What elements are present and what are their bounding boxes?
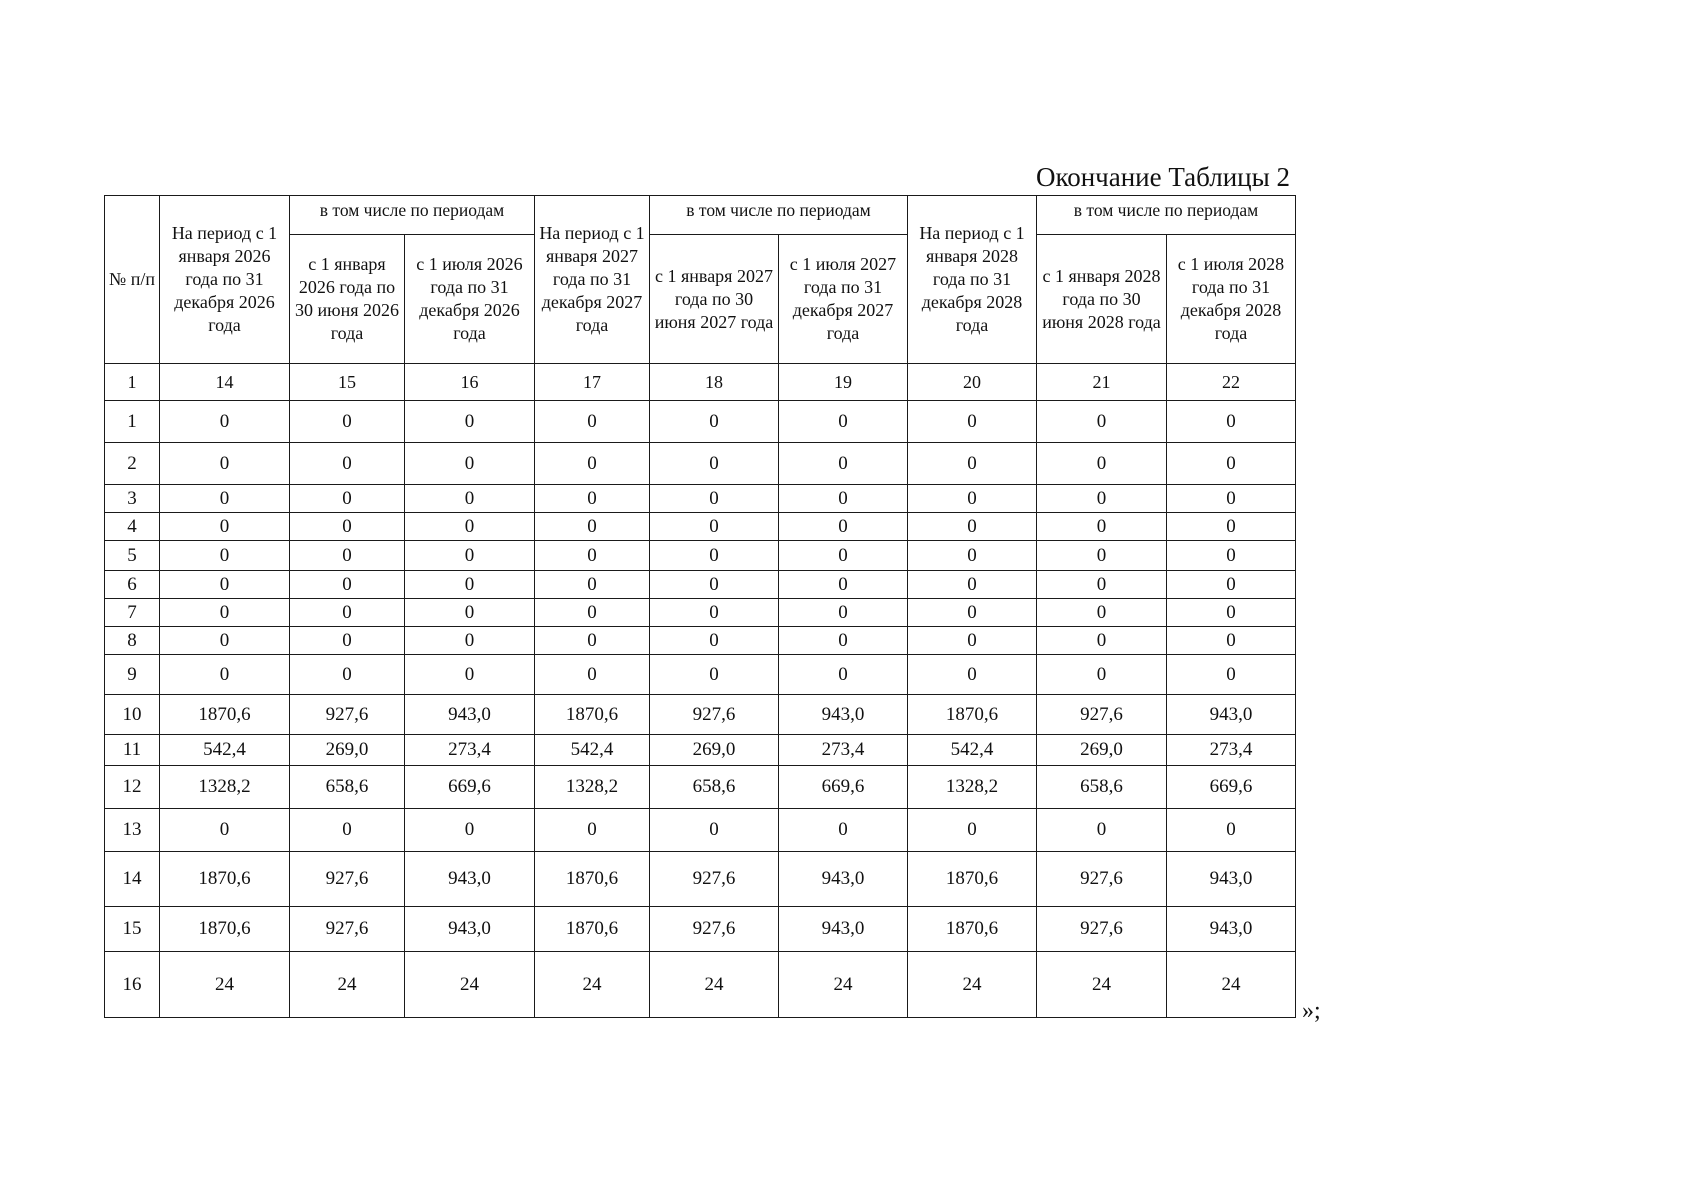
header-period-h2-2027: с 1 июля 2027 года по 31 декабря 2027 года <box>779 235 908 364</box>
table-row <box>105 809 1296 852</box>
table-row <box>105 907 1296 952</box>
column-number: 20 <box>908 364 1037 401</box>
header-group-label-2026: в том числе по периодам <box>290 196 535 235</box>
table-cell: 0 <box>535 627 650 655</box>
column-number-row <box>105 364 1296 401</box>
table-cell: 0 <box>290 541 405 571</box>
table-cell: 0 <box>290 485 405 513</box>
table-cell: 0 <box>908 599 1037 627</box>
table-cell: 273,4 <box>779 735 908 766</box>
header-period-h1-2028: с 1 января 2028 года по 30 июня 2028 года <box>1037 235 1167 364</box>
table-cell: 24 <box>290 952 405 1018</box>
table-cell: 24 <box>535 952 650 1018</box>
table-cell: 0 <box>160 401 290 443</box>
table-cell: 0 <box>1037 809 1167 852</box>
header-group-label-2028: в том числе по периодам <box>1037 196 1296 235</box>
table-row <box>105 852 1296 907</box>
row-number-cell: 14 <box>105 852 160 907</box>
table-cell: 0 <box>290 401 405 443</box>
table-caption: Окончание Таблицы 2 <box>1035 162 1290 192</box>
table-cell: 0 <box>779 401 908 443</box>
table-cell: 0 <box>650 513 779 541</box>
table-cell: 0 <box>1167 809 1296 852</box>
table-cell: 0 <box>160 809 290 852</box>
row-number-cell: 11 <box>105 735 160 766</box>
table-cell: 943,0 <box>1167 852 1296 907</box>
table-cell: 0 <box>405 401 535 443</box>
table-cell: 0 <box>405 599 535 627</box>
table-cell: 0 <box>160 571 290 599</box>
header-period-h2-2026: с 1 июля 2026 года по 31 декабря 2026 года <box>405 235 535 364</box>
table-cell: 0 <box>1167 513 1296 541</box>
column-number: 19 <box>779 364 908 401</box>
table-cell: 0 <box>779 655 908 695</box>
table-cell: 24 <box>779 952 908 1018</box>
table-cell: 943,0 <box>1167 695 1296 735</box>
table-cell: 0 <box>290 655 405 695</box>
table-row <box>105 735 1296 766</box>
table-cell: 0 <box>160 513 290 541</box>
table-cell: 0 <box>1037 541 1167 571</box>
header-period-total-2026: На период с 1 января 2026 года по 31 декабря 2026 года <box>160 196 290 364</box>
column-number: 16 <box>405 364 535 401</box>
column-number: 15 <box>290 364 405 401</box>
table-cell: 0 <box>650 599 779 627</box>
table-cell: 0 <box>290 443 405 485</box>
table-cell: 1870,6 <box>535 852 650 907</box>
header-period-h1-2027: с 1 января 2027 года по 30 июня 2027 года <box>650 235 779 364</box>
table-cell: 0 <box>1037 485 1167 513</box>
table-cell: 0 <box>1167 443 1296 485</box>
table-cell: 0 <box>779 571 908 599</box>
table-cell: 0 <box>1037 599 1167 627</box>
table-cell: 927,6 <box>1037 695 1167 735</box>
header-row-number: № п/п <box>105 196 160 364</box>
table-cell: 658,6 <box>1037 766 1167 809</box>
table-cell: 24 <box>908 952 1037 1018</box>
table-cell: 0 <box>405 513 535 541</box>
header-group-label-2027: в том числе по периодам <box>650 196 908 235</box>
data-table <box>104 195 1296 1018</box>
row-number-cell: 12 <box>105 766 160 809</box>
table-row <box>105 655 1296 695</box>
table-cell: 24 <box>1037 952 1167 1018</box>
table-cell: 542,4 <box>160 735 290 766</box>
table-cell: 0 <box>1037 627 1167 655</box>
header-period-h2-2028: с 1 июля 2028 года по 31 декабря 2028 года <box>1167 235 1296 364</box>
table-cell: 1328,2 <box>160 766 290 809</box>
row-number-cell: 7 <box>105 599 160 627</box>
table-cell: 0 <box>650 627 779 655</box>
table-cell: 0 <box>650 485 779 513</box>
table-cell: 0 <box>1167 541 1296 571</box>
table-cell: 0 <box>405 655 535 695</box>
table-cell: 0 <box>535 485 650 513</box>
column-number: 22 <box>1167 364 1296 401</box>
table-cell: 0 <box>908 485 1037 513</box>
table-cell: 669,6 <box>405 766 535 809</box>
table-cell: 0 <box>650 443 779 485</box>
table-cell: 0 <box>1167 655 1296 695</box>
header-period-total-2027: На период с 1 января 2027 года по 31 декабря 2027 года <box>535 196 650 364</box>
table-cell: 24 <box>405 952 535 1018</box>
table-cell: 943,0 <box>405 852 535 907</box>
table-cell: 269,0 <box>290 735 405 766</box>
table-cell: 0 <box>160 485 290 513</box>
table-cell: 269,0 <box>650 735 779 766</box>
table-cell: 669,6 <box>779 766 908 809</box>
table-cell: 0 <box>535 571 650 599</box>
table-cell: 0 <box>1037 571 1167 599</box>
table-cell: 0 <box>779 809 908 852</box>
table-cell: 927,6 <box>1037 907 1167 952</box>
table-cell: 1870,6 <box>908 695 1037 735</box>
table-cell: 943,0 <box>405 695 535 735</box>
table-cell: 0 <box>908 627 1037 655</box>
header-period-h1-2026: с 1 января 2026 года по 30 июня 2026 года <box>290 235 405 364</box>
table-cell: 0 <box>1167 627 1296 655</box>
table-cell: 658,6 <box>290 766 405 809</box>
table-cell: 0 <box>1037 401 1167 443</box>
table-cell: 269,0 <box>1037 735 1167 766</box>
table-cell: 943,0 <box>779 695 908 735</box>
table-row <box>105 952 1296 1018</box>
table-cell: 669,6 <box>1167 766 1296 809</box>
table-cell: 1870,6 <box>908 852 1037 907</box>
table-cell: 927,6 <box>290 907 405 952</box>
table-cell: 0 <box>290 513 405 541</box>
table-cell: 1870,6 <box>535 695 650 735</box>
table-cell: 0 <box>405 443 535 485</box>
table-cell: 0 <box>1167 401 1296 443</box>
row-number-cell: 4 <box>105 513 160 541</box>
column-number: 17 <box>535 364 650 401</box>
table-cell: 0 <box>650 655 779 695</box>
table-cell: 0 <box>290 599 405 627</box>
table-cell: 0 <box>160 541 290 571</box>
table-cell: 0 <box>779 443 908 485</box>
table-cell: 0 <box>908 513 1037 541</box>
closing-quote-mark: »; <box>1302 998 1321 1024</box>
table-cell: 0 <box>1037 655 1167 695</box>
table-cell: 0 <box>779 599 908 627</box>
table-cell: 542,4 <box>535 735 650 766</box>
table-cell: 0 <box>535 401 650 443</box>
table-cell: 0 <box>908 541 1037 571</box>
table-cell: 0 <box>650 571 779 599</box>
table-row <box>105 571 1296 599</box>
table-cell: 0 <box>1167 571 1296 599</box>
table-cell: 1870,6 <box>160 852 290 907</box>
table-cell: 0 <box>650 401 779 443</box>
table-cell: 0 <box>779 541 908 571</box>
table-cell: 0 <box>908 655 1037 695</box>
table-cell: 1328,2 <box>535 766 650 809</box>
row-number-cell: 10 <box>105 695 160 735</box>
table-row <box>105 695 1296 735</box>
table-cell: 0 <box>535 599 650 627</box>
table-cell: 927,6 <box>290 852 405 907</box>
table-cell: 0 <box>535 443 650 485</box>
table-cell: 24 <box>650 952 779 1018</box>
table-cell: 0 <box>405 485 535 513</box>
table-cell: 0 <box>535 655 650 695</box>
table-cell: 927,6 <box>1037 852 1167 907</box>
table-cell: 0 <box>290 809 405 852</box>
table-cell: 943,0 <box>779 907 908 952</box>
table-cell: 0 <box>160 443 290 485</box>
table-cell: 1870,6 <box>908 907 1037 952</box>
table-row <box>105 766 1296 809</box>
table-cell: 0 <box>650 809 779 852</box>
table-cell: 0 <box>290 627 405 655</box>
row-number-cell: 1 <box>105 401 160 443</box>
table-cell: 0 <box>535 513 650 541</box>
table-cell: 1870,6 <box>160 907 290 952</box>
table-row <box>105 401 1296 443</box>
row-number-cell: 8 <box>105 627 160 655</box>
table-row <box>105 541 1296 571</box>
table-cell: 0 <box>779 627 908 655</box>
table-cell: 0 <box>290 571 405 599</box>
table-cell: 542,4 <box>908 735 1037 766</box>
table-cell: 927,6 <box>290 695 405 735</box>
row-number-cell: 13 <box>105 809 160 852</box>
table-cell: 0 <box>405 541 535 571</box>
header-period-total-2028: На период с 1 января 2028 года по 31 декабря 2028 года <box>908 196 1037 364</box>
table-cell: 0 <box>908 571 1037 599</box>
table-cell: 24 <box>1167 952 1296 1018</box>
table-cell: 273,4 <box>1167 735 1296 766</box>
row-number-cell: 16 <box>105 952 160 1018</box>
table-cell: 0 <box>405 571 535 599</box>
table-cell: 0 <box>1037 443 1167 485</box>
table-cell: 0 <box>650 541 779 571</box>
table-cell: 0 <box>908 809 1037 852</box>
table-body <box>105 401 1296 1018</box>
table-row <box>105 443 1296 485</box>
row-number-cell: 5 <box>105 541 160 571</box>
table-cell: 0 <box>779 513 908 541</box>
table-cell: 0 <box>160 599 290 627</box>
table-cell: 0 <box>908 443 1037 485</box>
column-number: 18 <box>650 364 779 401</box>
table-cell: 0 <box>908 401 1037 443</box>
table-cell: 24 <box>160 952 290 1018</box>
row-number-cell: 15 <box>105 907 160 952</box>
column-number: 1 <box>105 364 160 401</box>
table-cell: 927,6 <box>650 695 779 735</box>
table-cell: 0 <box>1167 485 1296 513</box>
row-number-cell: 3 <box>105 485 160 513</box>
table-cell: 1870,6 <box>160 695 290 735</box>
table-cell: 0 <box>1037 513 1167 541</box>
table-row <box>105 599 1296 627</box>
table-cell: 943,0 <box>1167 907 1296 952</box>
table-row <box>105 513 1296 541</box>
table-cell: 273,4 <box>405 735 535 766</box>
column-number: 14 <box>160 364 290 401</box>
table-cell: 927,6 <box>650 852 779 907</box>
table-row <box>105 627 1296 655</box>
table-cell: 943,0 <box>779 852 908 907</box>
table-cell: 0 <box>1167 599 1296 627</box>
table-cell: 927,6 <box>650 907 779 952</box>
table-cell: 0 <box>535 541 650 571</box>
table-cell: 658,6 <box>650 766 779 809</box>
row-number-cell: 2 <box>105 443 160 485</box>
table-cell: 0 <box>405 809 535 852</box>
row-number-cell: 9 <box>105 655 160 695</box>
column-number: 21 <box>1037 364 1167 401</box>
table-cell: 1328,2 <box>908 766 1037 809</box>
table-cell: 0 <box>779 485 908 513</box>
table-cell: 0 <box>535 809 650 852</box>
table-row <box>105 485 1296 513</box>
table-cell: 943,0 <box>405 907 535 952</box>
table-cell: 0 <box>160 627 290 655</box>
row-number-cell: 6 <box>105 571 160 599</box>
table-cell: 0 <box>160 655 290 695</box>
table-cell: 1870,6 <box>535 907 650 952</box>
table-cell: 0 <box>405 627 535 655</box>
